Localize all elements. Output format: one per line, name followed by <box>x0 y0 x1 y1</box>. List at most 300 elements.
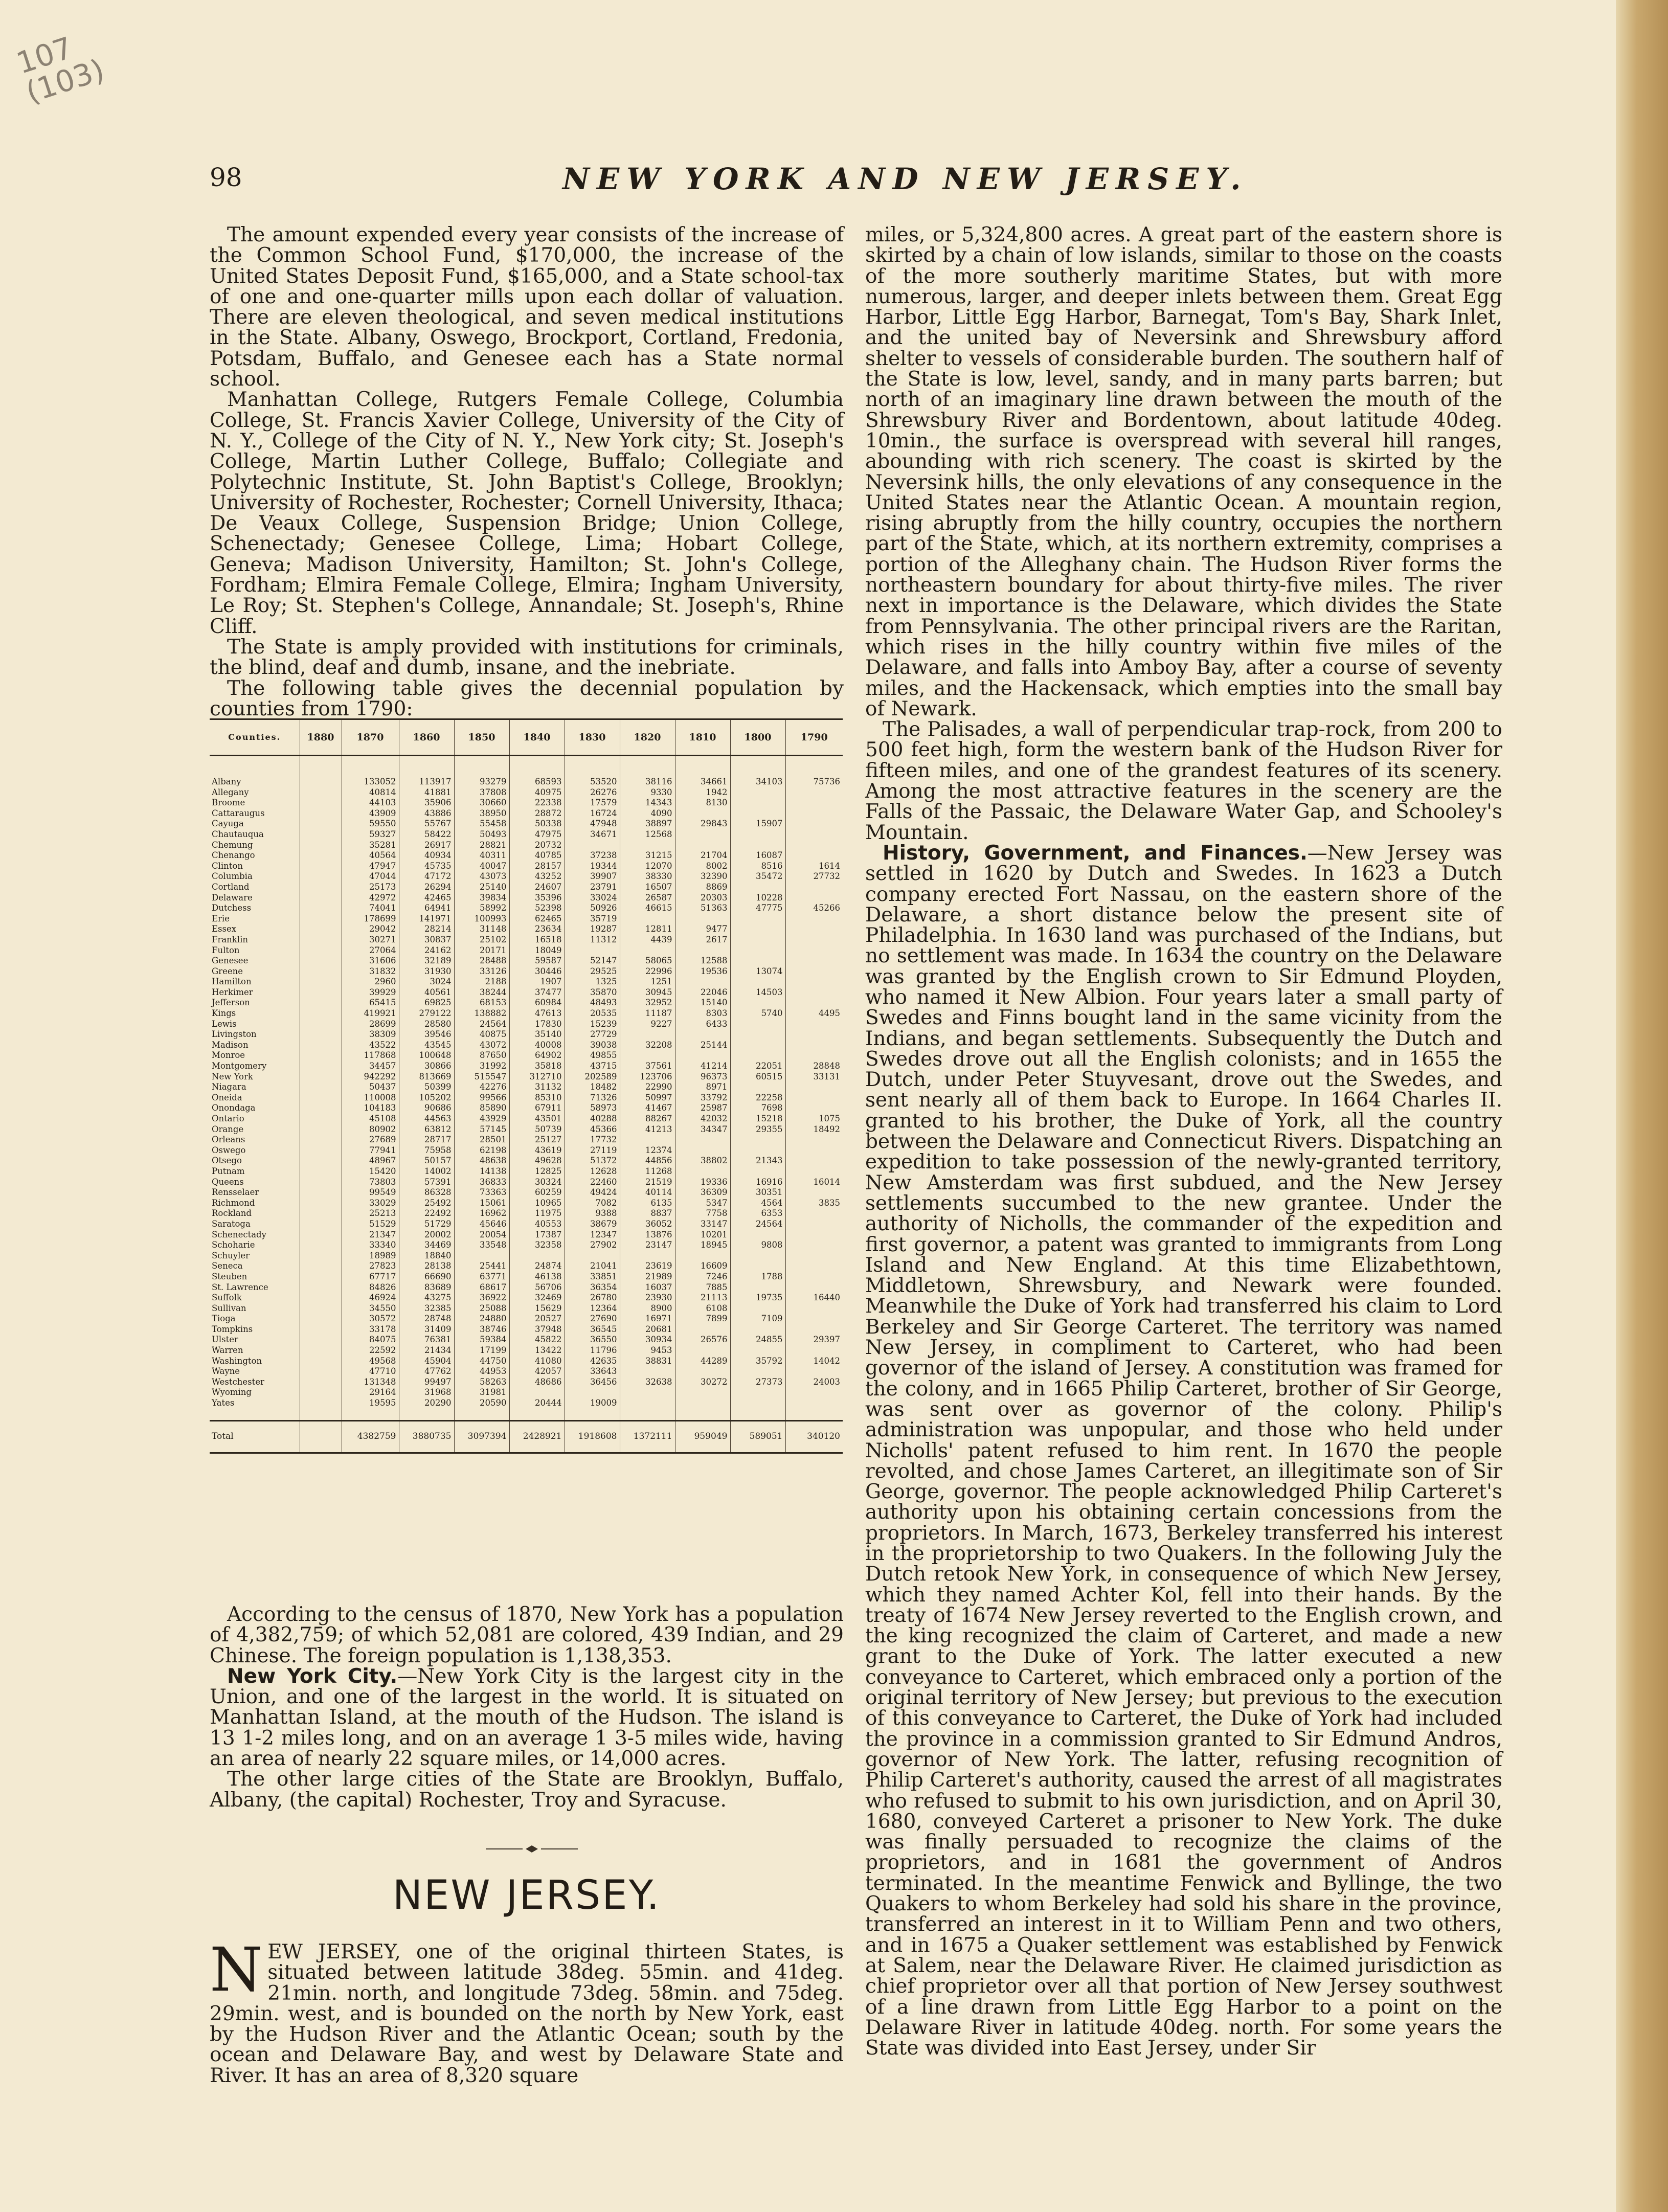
population-cell: 38897 <box>620 819 675 829</box>
census-row <box>210 924 843 935</box>
population-cell <box>785 882 843 893</box>
population-cell <box>785 914 843 924</box>
population-cell <box>300 1335 342 1345</box>
population-cell: 27689 <box>342 1135 399 1145</box>
population-cell <box>300 850 342 861</box>
county-name: Niagara <box>212 1082 246 1092</box>
population-cell: 4439 <box>620 935 675 945</box>
population-cell: 8900 <box>620 1303 675 1314</box>
population-cell: 71326 <box>565 1093 620 1103</box>
population-cell: 100648 <box>399 1050 454 1061</box>
population-cell: 2617 <box>675 935 730 945</box>
population-cell: 20054 <box>454 1230 509 1240</box>
population-cell: 38244 <box>454 987 509 998</box>
county-name: Delaware <box>212 892 253 902</box>
county-name: Warren <box>212 1345 243 1356</box>
population-cell <box>675 977 730 987</box>
census-header-cell: 1850 <box>454 719 509 756</box>
population-cell: 8516 <box>730 861 785 872</box>
population-cell: 62198 <box>454 1145 509 1156</box>
census-row <box>210 1303 843 1314</box>
population-cell: 35818 <box>509 1061 565 1072</box>
population-cell: 1907 <box>509 977 565 987</box>
population-cell: 45822 <box>509 1335 565 1345</box>
population-cell: 24874 <box>509 1261 565 1272</box>
history-heading: History, Government, and Finances. <box>883 841 1308 865</box>
population-cell: 46615 <box>620 903 675 914</box>
total-cell: 4382759 <box>342 1420 399 1453</box>
population-cell: 15218 <box>730 1114 785 1124</box>
population-cell: 38831 <box>620 1356 675 1367</box>
population-cell: 34661 <box>675 756 730 787</box>
census-row <box>210 1135 843 1145</box>
population-cell: 38950 <box>454 808 509 819</box>
population-cell <box>300 1377 342 1388</box>
county-name: Greene <box>212 966 243 976</box>
population-cell <box>785 850 843 861</box>
population-cell: 16609 <box>675 1261 730 1272</box>
population-cell <box>730 1050 785 1061</box>
population-cell: 24855 <box>730 1335 785 1345</box>
population-cell: 58263 <box>454 1377 509 1388</box>
population-cell: 141971 <box>399 914 454 924</box>
population-cell: 90686 <box>399 1103 454 1114</box>
population-cell <box>300 1093 342 1103</box>
population-cell: 36354 <box>565 1282 620 1293</box>
population-cell: 76381 <box>399 1335 454 1345</box>
county-name: Fulton <box>212 945 240 955</box>
population-cell <box>300 1114 342 1124</box>
population-cell: 58422 <box>399 829 454 840</box>
population-cell <box>730 998 785 1008</box>
book-spine-edge <box>1616 0 1668 2212</box>
population-cell <box>565 840 620 851</box>
census-row <box>210 1198 843 1209</box>
county-name: Livingston <box>212 1029 257 1040</box>
county-name: Schoharie <box>212 1240 255 1250</box>
county-name: Dutchess <box>212 903 252 913</box>
population-cell: 50493 <box>454 829 509 840</box>
population-cell: 38309 <box>342 1029 399 1040</box>
population-cell <box>300 840 342 851</box>
population-cell: 28717 <box>399 1135 454 1145</box>
population-cell: 22258 <box>730 1093 785 1103</box>
population-cell: 24564 <box>730 1219 785 1230</box>
population-cell: 12364 <box>565 1303 620 1314</box>
population-cell: 17732 <box>565 1135 620 1145</box>
population-cell: 26294 <box>399 882 454 893</box>
population-cell: 7758 <box>675 1208 730 1219</box>
population-cell: 40008 <box>509 1040 565 1051</box>
population-cell: 45266 <box>785 903 843 914</box>
population-cell: 7885 <box>675 1282 730 1293</box>
population-cell: 9453 <box>620 1345 675 1356</box>
population-cell: 44856 <box>620 1156 675 1166</box>
population-cell: 99497 <box>399 1377 454 1388</box>
population-cell <box>730 1282 785 1293</box>
population-cell: 27119 <box>565 1145 620 1156</box>
population-cell <box>675 1366 730 1377</box>
census-row <box>210 1324 843 1335</box>
population-cell <box>675 1387 730 1398</box>
population-cell: 35281 <box>342 840 399 851</box>
population-cell: 43252 <box>509 871 565 882</box>
population-cell: 37477 <box>509 987 565 998</box>
population-cell <box>300 1398 342 1420</box>
population-cell: 99549 <box>342 1187 399 1198</box>
population-cell <box>300 945 342 956</box>
population-cell <box>785 956 843 966</box>
population-cell: 28699 <box>342 1019 399 1030</box>
census-header-cell: 1810 <box>675 719 730 756</box>
population-cell: 36052 <box>620 1219 675 1230</box>
population-cell: 16507 <box>620 882 675 893</box>
population-cell: 29397 <box>785 1335 843 1345</box>
population-cell: 8837 <box>620 1208 675 1219</box>
county-name: Albany <box>212 777 241 786</box>
census-row <box>210 1072 843 1082</box>
population-cell: 30934 <box>620 1335 675 1345</box>
population-cell: 6108 <box>675 1303 730 1314</box>
population-cell: 16037 <box>620 1282 675 1293</box>
population-cell: 87650 <box>454 1050 509 1061</box>
population-cell: 68153 <box>454 998 509 1008</box>
population-cell <box>785 1303 843 1314</box>
population-cell: 45366 <box>565 1124 620 1135</box>
population-cell: 32385 <box>399 1303 454 1314</box>
population-cell <box>730 1135 785 1145</box>
population-cell <box>300 1282 342 1293</box>
population-cell: 8303 <box>675 1008 730 1019</box>
population-cell: 35396 <box>509 893 565 904</box>
census-row <box>210 1156 843 1166</box>
population-cell: 12825 <box>509 1166 565 1177</box>
ornament-divider <box>486 1844 578 1854</box>
census-row <box>210 1356 843 1367</box>
population-cell: 20732 <box>509 840 565 851</box>
census-header-cell: 1880 <box>300 719 342 756</box>
population-cell <box>620 840 675 851</box>
census-row <box>210 1177 843 1188</box>
census-row <box>210 1008 843 1019</box>
county-name: Montgomery <box>212 1061 267 1071</box>
population-cell <box>509 1387 565 1398</box>
population-cell <box>730 977 785 987</box>
census-row <box>210 1261 843 1272</box>
population-cell: 21041 <box>565 1261 620 1272</box>
population-cell: 20444 <box>509 1398 565 1420</box>
county-name: Essex <box>212 924 237 934</box>
population-cell <box>675 1345 730 1356</box>
population-cell: 25492 <box>399 1198 454 1209</box>
paragraph-nj-intro <box>210 1934 844 2087</box>
population-cell: 44953 <box>454 1366 509 1377</box>
population-cell: 22338 <box>509 798 565 808</box>
population-cell: 18049 <box>509 945 565 956</box>
population-cell: 28580 <box>399 1019 454 1030</box>
population-cell <box>785 1387 843 1398</box>
population-cell: 11975 <box>509 1208 565 1219</box>
population-cell: 29042 <box>342 924 399 935</box>
population-cell: 6135 <box>620 1198 675 1209</box>
total-cell: 3097394 <box>454 1420 509 1453</box>
population-cell: 23147 <box>620 1240 675 1251</box>
population-cell: 9227 <box>620 1019 675 1030</box>
population-cell: 34550 <box>342 1303 399 1314</box>
population-cell: 22460 <box>565 1177 620 1188</box>
population-cell <box>785 987 843 998</box>
population-cell: 19009 <box>565 1398 620 1420</box>
population-cell: 25140 <box>454 882 509 893</box>
population-cell <box>300 1324 342 1335</box>
population-cell: 25088 <box>454 1303 509 1314</box>
census-row <box>210 819 843 829</box>
population-cell <box>300 829 342 840</box>
population-cell <box>785 1230 843 1240</box>
population-cell: 25213 <box>342 1208 399 1219</box>
population-cell <box>785 808 843 819</box>
total-cell: 3880735 <box>399 1420 454 1453</box>
census-header-cell: 1830 <box>565 719 620 756</box>
population-cell <box>675 1251 730 1261</box>
population-cell: 17830 <box>509 1019 565 1030</box>
population-cell: 51729 <box>399 1219 454 1230</box>
population-cell <box>620 1366 675 1377</box>
census-row <box>210 977 843 987</box>
population-cell <box>730 1387 785 1398</box>
county-name: Washington <box>212 1356 262 1366</box>
population-cell <box>785 966 843 977</box>
population-cell: 4564 <box>730 1198 785 1209</box>
population-cell: 18840 <box>399 1251 454 1261</box>
population-cell: 33792 <box>675 1093 730 1103</box>
population-cell: 73803 <box>342 1177 399 1188</box>
population-cell: 64902 <box>509 1050 565 1061</box>
population-cell <box>675 829 730 840</box>
population-cell: 14002 <box>399 1166 454 1177</box>
census-row <box>210 1282 843 1293</box>
population-cell: 40975 <box>509 787 565 798</box>
population-cell <box>785 840 843 851</box>
population-cell: 11796 <box>565 1345 620 1356</box>
population-cell: 12374 <box>620 1145 675 1156</box>
population-cell: 34347 <box>675 1124 730 1135</box>
census-header-row <box>210 719 843 756</box>
population-cell: 113917 <box>399 756 454 787</box>
total-cell: 1918608 <box>565 1420 620 1453</box>
population-cell: 16440 <box>785 1293 843 1303</box>
county-name: Onondaga <box>212 1103 256 1113</box>
population-cell <box>300 1230 342 1240</box>
population-cell <box>785 1398 843 1420</box>
population-cell: 30324 <box>509 1177 565 1188</box>
population-cell <box>300 1272 342 1282</box>
population-cell: 47947 <box>342 861 399 872</box>
total-cell: 1372111 <box>620 1420 675 1453</box>
population-cell <box>300 1293 342 1303</box>
population-cell: 33126 <box>454 966 509 977</box>
paragraph-other-cities: The other large cities of the State are Brooklyn, Buffalo, Albany, (the capital) Rochester, Troy and Syracuse. <box>210 1768 844 1812</box>
population-cell: 27690 <box>565 1314 620 1324</box>
census-row <box>210 1082 843 1093</box>
population-cell <box>300 1240 342 1251</box>
population-cell: 25102 <box>454 935 509 945</box>
population-cell <box>785 945 843 956</box>
population-cell: 67717 <box>342 1272 399 1282</box>
census-row <box>210 1377 843 1388</box>
population-cell: 26587 <box>620 893 675 904</box>
population-cell: 45904 <box>399 1356 454 1367</box>
population-cell <box>300 787 342 798</box>
county-name: Sullivan <box>212 1303 246 1313</box>
population-cell: 27373 <box>730 1377 785 1388</box>
population-cell <box>300 1387 342 1398</box>
population-cell: 41214 <box>675 1061 730 1072</box>
census-row <box>210 1230 843 1240</box>
population-cell: 31606 <box>342 956 399 966</box>
population-cell: 25441 <box>454 1261 509 1272</box>
population-cell: 33024 <box>565 893 620 904</box>
census-row <box>210 935 843 945</box>
population-cell <box>675 1135 730 1145</box>
population-cell <box>785 1029 843 1040</box>
population-cell: 15420 <box>342 1166 399 1177</box>
population-cell: 16087 <box>730 850 785 861</box>
population-cell: 96373 <box>675 1072 730 1082</box>
population-cell: 312710 <box>509 1072 565 1082</box>
county-name: Ontario <box>212 1114 244 1123</box>
population-cell: 32208 <box>620 1040 675 1051</box>
left-column-bottom <box>210 1605 844 1811</box>
population-cell: 33131 <box>785 1072 843 1082</box>
population-cell: 19595 <box>342 1398 399 1420</box>
population-cell <box>730 1261 785 1272</box>
population-cell: 29525 <box>565 966 620 977</box>
county-name: Yates <box>212 1398 235 1408</box>
population-cell: 46924 <box>342 1293 399 1303</box>
population-cell: 7899 <box>675 1314 730 1324</box>
census-row <box>210 1029 843 1040</box>
population-cell <box>300 798 342 808</box>
population-cell <box>675 840 730 851</box>
population-cell <box>620 1050 675 1061</box>
population-cell: 50997 <box>620 1093 675 1103</box>
population-cell: 133052 <box>342 756 399 787</box>
population-cell <box>785 1314 843 1324</box>
population-cell: 35906 <box>399 798 454 808</box>
population-cell <box>785 1103 843 1114</box>
census-row <box>210 1366 843 1377</box>
population-cell: 27902 <box>565 1240 620 1251</box>
population-cell <box>785 1145 843 1156</box>
population-cell: 40814 <box>342 787 399 798</box>
population-cell: 35140 <box>509 1029 565 1040</box>
census-row <box>210 1251 843 1261</box>
county-name: Schuyler <box>212 1250 250 1260</box>
population-cell: 18492 <box>785 1124 843 1135</box>
population-cell: 15140 <box>675 998 730 1008</box>
county-name: Ulster <box>212 1335 238 1345</box>
census-row <box>210 1208 843 1219</box>
county-name: Orleans <box>212 1135 245 1145</box>
census-row <box>210 1124 843 1135</box>
population-cell: 20290 <box>399 1398 454 1420</box>
county-name: Otsego <box>212 1156 242 1166</box>
population-cell: 42032 <box>675 1114 730 1124</box>
county-name: Saratoga <box>212 1218 251 1229</box>
population-cell: 45108 <box>342 1114 399 1124</box>
population-cell: 30446 <box>509 966 565 977</box>
population-cell: 41213 <box>620 1124 675 1135</box>
county-name: Tompkins <box>212 1324 253 1334</box>
population-cell: 19735 <box>730 1293 785 1303</box>
population-cell: 40288 <box>565 1114 620 1124</box>
population-cell: 43929 <box>454 1114 509 1124</box>
population-cell <box>300 882 342 893</box>
population-cell: 20303 <box>675 893 730 904</box>
population-cell: 23634 <box>509 924 565 935</box>
population-cell: 47613 <box>509 1008 565 1019</box>
population-cell: 40114 <box>620 1187 675 1198</box>
drop-cap: N <box>210 1934 263 2005</box>
population-cell <box>300 1198 342 1209</box>
population-cell: 10201 <box>675 1230 730 1240</box>
census-row <box>210 966 843 977</box>
population-cell: 7109 <box>730 1314 785 1324</box>
population-cell: 21989 <box>620 1272 675 1282</box>
population-cell: 7246 <box>675 1272 730 1282</box>
population-cell <box>730 945 785 956</box>
left-column-top <box>210 225 844 719</box>
census-header-cell: 1840 <box>509 719 565 756</box>
population-cell: 17387 <box>509 1230 565 1240</box>
census-row <box>210 829 843 840</box>
population-cell: 45646 <box>454 1219 509 1230</box>
census-row <box>210 1335 843 1345</box>
population-cell: 59587 <box>509 956 565 966</box>
population-cell <box>785 1261 843 1272</box>
population-cell <box>300 1103 342 1114</box>
population-cell: 16014 <box>785 1177 843 1188</box>
pencil-annotation: 107 (103) <box>12 30 108 110</box>
population-cell: 8002 <box>675 861 730 872</box>
population-cell <box>454 1251 509 1261</box>
county-name: Allegany <box>212 787 249 797</box>
population-cell: 27823 <box>342 1261 399 1272</box>
paragraph-nj-geography: miles, or 5,324,800 acres. A great part of the eastern shore is skirted by a chain of low islands, similar to those on the coasts of the more southerly maritime States, but with more numerous, larger, and deeper inlets between them. Great Egg Harbor, Little Egg Harbor, Barnegat, Tom's Bay, Shark Inlet, and the united bay of Neversink and Shrewsbury afford shelter to vessels of considerable burden. The southern half of the State is low, level, sandy, and in many parts barren; but north of an imaginary line drawn between the mouth of the Shrewsbury River and Bordentown, about latitude 40deg. 10min., the surface is overspread with several hill ranges, abounding with rich scenery. The coast is skirted by the Neversink hills, the only elevations of any consequence in the United States near the Atlantic Ocean. A mountain region, rising abruptly from the hilly country, occupies the northern part of the State, which, at its northern extremity, comprises a portion of the Alleghany chain. The Hudson River forms the northeastern boundary for about thirty-five miles. The river next in importance is the Delaware, which divides the State from Pennsylvania. The other principal rivers are the Raritan, which rises in the hilly country within five miles of the Delaware, and falls into Amboy Bay, after a course of seventy miles, and the Hackensack, which empties into the small bay of Newark. <box>865 223 1502 720</box>
population-cell: 419921 <box>342 1008 399 1019</box>
population-cell: 47172 <box>399 871 454 882</box>
population-cell: 22492 <box>399 1208 454 1219</box>
county-name: New York <box>212 1071 253 1081</box>
population-cell: 25987 <box>675 1103 730 1114</box>
population-cell: 31215 <box>620 850 675 861</box>
population-cell <box>785 935 843 945</box>
population-cell: 21519 <box>620 1177 675 1188</box>
population-cell: 28821 <box>454 840 509 851</box>
population-cell: 25144 <box>675 1040 730 1051</box>
population-cell: 21347 <box>342 1230 399 1240</box>
county-name: Genesee <box>212 956 249 966</box>
population-cell: 3835 <box>785 1198 843 1209</box>
population-cell <box>300 987 342 998</box>
population-cell: 16916 <box>730 1177 785 1188</box>
population-cell: 21113 <box>675 1293 730 1303</box>
population-cell <box>300 1261 342 1272</box>
population-cell: 29355 <box>730 1124 785 1135</box>
county-name: Hamilton <box>212 977 252 987</box>
population-cell: 14042 <box>785 1356 843 1367</box>
